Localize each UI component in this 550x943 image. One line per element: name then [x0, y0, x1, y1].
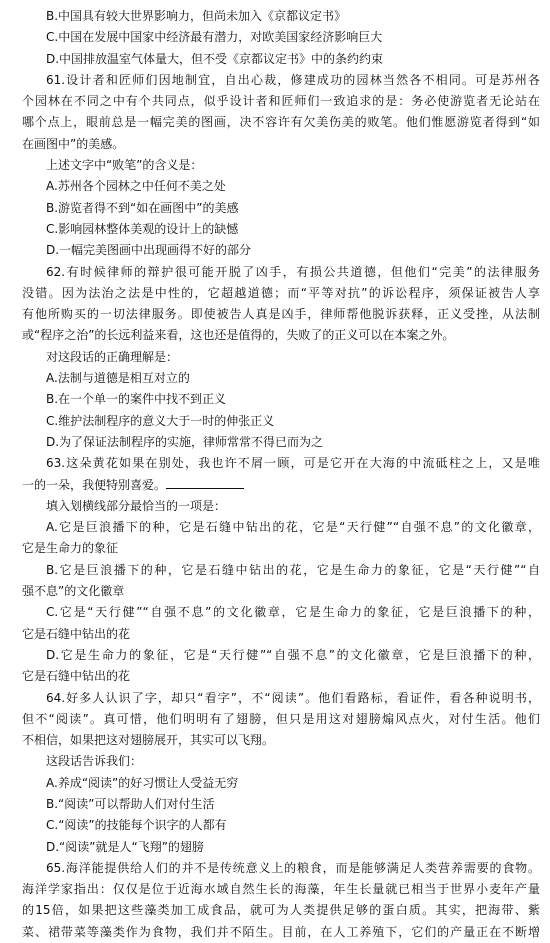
text-line	[22, 91, 540, 112]
text-line	[22, 198, 540, 219]
text-line	[22, 70, 540, 91]
text-line-content: B.游览者得不到“如在画图中”的美感	[46, 200, 239, 215]
text-line-content: 它是石缝中钻出的花	[22, 669, 131, 684]
text-line-content: 没错。因为法治之法是中性的，它超越道德；而“平等对抗”的诉讼程序，须保证被告人享	[22, 285, 540, 300]
text-line	[22, 688, 540, 709]
text-line	[22, 624, 540, 645]
text-line-content: 不相信，如果把这对翅膀展开，其实可以飞翔。	[22, 733, 275, 748]
text-line-content: 这段话告诉我们：	[46, 754, 143, 769]
text-line-content: B.它是巨浪播下的种，它是石缝中钻出的花，它是生命力的象征，它是“天行健”“自	[46, 562, 540, 577]
text-line-content: 64.好多人认识了字，却只“看字”，不“阅读”。他们看路标，看证件，看各种说明书，	[46, 690, 540, 705]
text-line	[22, 283, 540, 304]
text-line	[22, 581, 540, 602]
text-line-content: D.一幅完美图画中出现画得不好的部分	[46, 243, 252, 258]
text-line-content: D.为了保证法制程序的实施，律师常常不得已而为之	[46, 434, 324, 449]
text-line	[22, 389, 540, 410]
text-line-content: 在画图中”的美感。	[22, 136, 125, 151]
text-line	[22, 560, 540, 581]
text-line	[22, 794, 540, 815]
text-line	[22, 49, 540, 70]
text-line-content: C.它是“天行健”“自强不息”的文化徽章，它是生命力的象征，它是巨浪播下的种，	[46, 605, 540, 620]
text-line-content: 或“程序之治”的长远利益来看，这也还是值得的，失败了的正义可以在本案之外。	[22, 328, 455, 343]
text-line-content: 对这段话的正确理解是：	[46, 349, 179, 364]
text-line-content: 一的一朵，我便特别喜爱。	[22, 477, 167, 492]
text-line-content: B.“阅读”可以帮助人们对付生活	[46, 796, 215, 811]
text-line	[22, 27, 540, 48]
text-line	[22, 325, 540, 346]
text-line-content: A.养成“阅读”的好习惯让人受益无穷	[46, 775, 239, 790]
text-line	[22, 304, 540, 325]
text-line	[22, 517, 540, 538]
text-line	[22, 538, 540, 559]
text-line-content: 61.设计者和匠师们因地制宜，自出心裁，修建成功的园林当然各不相同。可是苏州各	[46, 72, 540, 87]
text-line-content: C.影响园林整体美观的设计上的缺憾	[46, 221, 239, 236]
text-line-content: 菜、裙带菜等藻类作为食物，我们并不陌生。目前，在人工养殖下，它们的产量正在不断增	[22, 924, 540, 939]
text-line-content: 海洋学家指出：仅仅是位于近海水域自然生长的海藻，年生长量就已相当于世界小麦年产量	[22, 882, 540, 897]
text-line-content: 它是生命力的象征	[22, 541, 119, 556]
text-line	[22, 751, 540, 772]
text-line	[22, 262, 540, 283]
text-line-content: C.维护法制程序的意义大于一时的伸张正义	[46, 413, 275, 428]
text-line	[22, 176, 540, 197]
text-line	[22, 6, 540, 27]
text-line-content: 个园林在不同之中有个共同点，似乎设计者和匠师们一致追求的是：务必使游览者无论站在	[22, 94, 540, 109]
text-line-content: D.它是生命力的象征，它是“天行健”“自强不息”的文化徽章，它是巨浪播下的种，	[46, 647, 540, 662]
text-line-content: A.法制与道德是相互对立的	[46, 371, 190, 386]
text-line-content: D.中国排放温室气体量大，但不受《京都议定书》中的条约约束	[46, 51, 384, 66]
text-line-content: 63.这朵黄花如果在别处，我也许不屑一顾，可是它开在大海的中流砥柱之上，又是唯	[46, 456, 540, 471]
text-line	[22, 879, 540, 900]
text-line	[22, 709, 540, 730]
text-line-content: 有他所购买的一切法律服务。即使被告人真是凶手，律师帮他脱诉获释，正义受挫，从法制	[22, 307, 540, 322]
text-body	[22, 6, 540, 943]
text-line	[22, 602, 540, 623]
text-line-content: B.中国具有较大世界影响力，但尚未加入《京都议定书》	[46, 9, 347, 23]
text-line	[22, 645, 540, 666]
text-line-content: 62.有时候律师的辩护很可能开脱了凶手，有损公共道德，但他们“完美”的法律服务	[46, 264, 540, 279]
text-line-content: 但不“阅读”。真可惜，他们明明有了翅膀，但只是用这对翅膀煽风点火，对付生活。他们	[22, 711, 540, 726]
text-line	[22, 453, 540, 474]
text-line-content: 哪个点上，眼前总是一幅完美的图画，决不容许有欠美伤美的败笔。他们惟愿游览者得到“如	[22, 115, 540, 130]
text-line	[22, 837, 540, 858]
text-line	[22, 134, 540, 155]
text-line	[22, 112, 540, 133]
text-line	[22, 240, 540, 261]
text-line	[22, 730, 540, 751]
text-line-content: 的15倍，如果把这些藻类加工成食品，就可为人类提供足够的蛋白质。其实，把海带、紫	[22, 903, 540, 918]
text-line-content: A.它是巨浪播下的种，它是石缝中钻出的花，它是“天行健”“自强不息”的文化徽章，	[46, 520, 540, 535]
text-line	[22, 666, 540, 687]
text-line-content: C.中国在发展中国家中经济最有潜力，对欧美国家经济影响巨大	[46, 30, 383, 45]
text-line-content: 65.海洋能提供给人们的并不是传统意义上的粮食，而是能够满足人类营养需要的食物。	[46, 860, 540, 875]
text-line	[22, 411, 540, 432]
text-line	[22, 219, 540, 240]
text-line	[22, 773, 540, 794]
text-line-content: 它是石缝中钻出的花	[22, 626, 131, 641]
text-line	[22, 496, 540, 517]
text-line-content: A.苏州各个园林之中任何不美之处	[46, 179, 226, 194]
text-line-content: 填入划横线部分最恰当的一项是：	[46, 498, 227, 513]
text-line-content: B.在一个单一的案件中找不到正义	[46, 392, 227, 407]
text-line	[22, 858, 540, 879]
text-line-content: 强不息”的文化徽章	[22, 584, 125, 599]
text-line	[22, 155, 540, 176]
text-line	[22, 368, 540, 389]
text-line-content: C.“阅读”的技能每个识字的人都有	[46, 818, 227, 833]
fill-in-blank	[166, 476, 244, 489]
text-line-content: 上述文字中“败笔”的含义是：	[46, 158, 203, 173]
text-line	[22, 900, 540, 921]
text-line	[22, 432, 540, 453]
text-line-content: D.“阅读”就是人“飞翔”的翅膀	[46, 839, 204, 854]
text-line	[22, 475, 540, 496]
text-line	[22, 922, 540, 943]
text-line	[22, 815, 540, 836]
text-line	[22, 347, 540, 368]
